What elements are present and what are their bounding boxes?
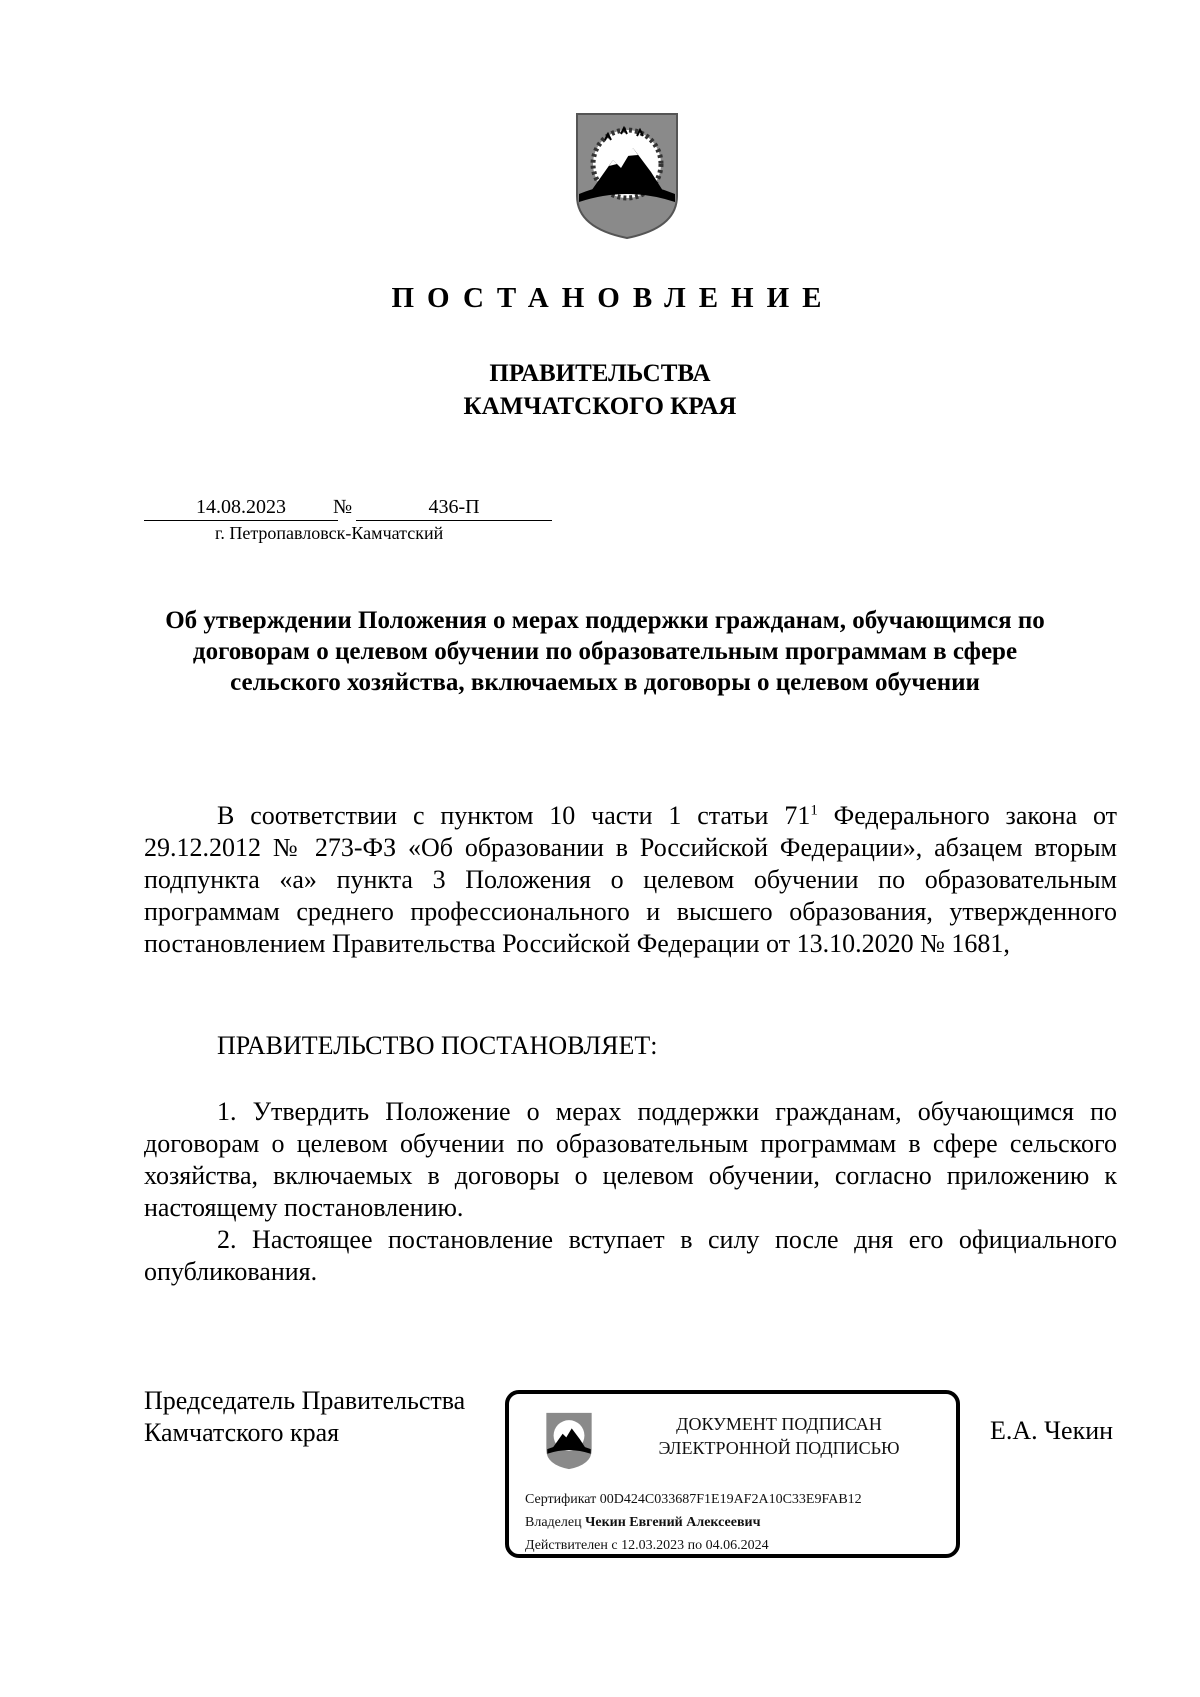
certificate-value: 00D424C033687F1E19AF2A10C33E9FAB12 <box>599 1492 862 1507</box>
number-label: № <box>333 496 353 518</box>
preamble-paragraph <box>144 800 1117 960</box>
resolution-item-1: 1. Утвердить Положение о мерах поддержки гражданам, обучающимся по договорам о целевом обучении по образовательным программам в сфере сельского хозяйства, включаемых в договоры о целевом обучении, согласно приложению к настоящему постановлению. <box>144 1097 1117 1222</box>
stamp-coat-of-arms-icon <box>545 1412 593 1470</box>
validity-to-label: по <box>687 1538 703 1553</box>
order-phrase-text: ПРАВИТЕЛЬСТВО ПОСТАНОВЛЯЕТ: <box>217 1031 658 1060</box>
resolution-item-2: 2. Настоящее постановление вступает в силу после дня его официального опубликования. <box>144 1225 1117 1286</box>
preamble-superscript: 1 <box>810 802 818 819</box>
document-type-title: ПОСТАНОВЛЕНИЕ <box>391 282 835 314</box>
stamp-validity-row <box>525 1534 862 1557</box>
certificate-label: Сертификат <box>525 1492 597 1507</box>
document-city: г. Петропавловск-Камчатский <box>215 523 444 543</box>
resolution-items <box>144 1096 1117 1288</box>
signer-title-line-2: Камчатского края <box>144 1418 340 1447</box>
document-date: 14.08.2023 <box>144 496 338 521</box>
electronic-signature-stamp <box>505 1390 960 1558</box>
signer-title <box>144 1385 465 1449</box>
signer-title-line-1: Председатель Правительства <box>144 1386 466 1415</box>
stamp-heading <box>609 1412 949 1460</box>
issuer-line-1: ПРАВИТЕЛЬСТВА <box>489 360 711 387</box>
valid-to: 04.06.2024 <box>705 1538 769 1553</box>
preamble-part-2: Федерального закона от 29.12.2012 № 273-ФЗ «Об образовании в Российской Федерации», абзацем вторым подпункта «а» пункта 3 Положения о целевом обучении по образовательным программам среднего профессионального и высшего образования, утвержденного постановлением Правительства Российской Федерации от 13.10.2020 № 1681, <box>144 801 1118 958</box>
coat-of-arms-icon <box>575 112 679 240</box>
document-subject: Об утверждении Положения о мерах поддержки гражданам, обучающимся по договорам о целевом обучении по образовательным программам в сфере сельского хозяйства, включаемых в договоры о целевом обучении <box>165 607 1045 696</box>
valid-from: 12.03.2023 <box>621 1538 685 1553</box>
document-number: 436-П <box>356 496 552 521</box>
issuer-line-2: КАМЧАТСКОГО КРАЯ <box>463 393 737 420</box>
stamp-heading-line-1: ДОКУМЕНТ ПОДПИСАН <box>676 1414 882 1434</box>
stamp-certificate-row <box>525 1488 862 1511</box>
stamp-heading-line-2: ЭЛЕКТРОННОЙ ПОДПИСЬЮ <box>658 1438 900 1458</box>
stamp-details <box>525 1488 862 1557</box>
owner-value: Чекин Евгений Алексеевич <box>585 1515 761 1530</box>
signer-name: Е.А. Чекин <box>990 1416 1114 1445</box>
owner-label: Владелец <box>525 1515 582 1530</box>
validity-label: Действителен с <box>525 1538 618 1553</box>
issuer-name <box>0 357 1200 423</box>
order-phrase <box>144 1030 1117 1062</box>
preamble-part-1: В соответствии с пунктом 10 части 1 статьи 71 <box>217 801 811 830</box>
stamp-owner-row <box>525 1511 862 1534</box>
